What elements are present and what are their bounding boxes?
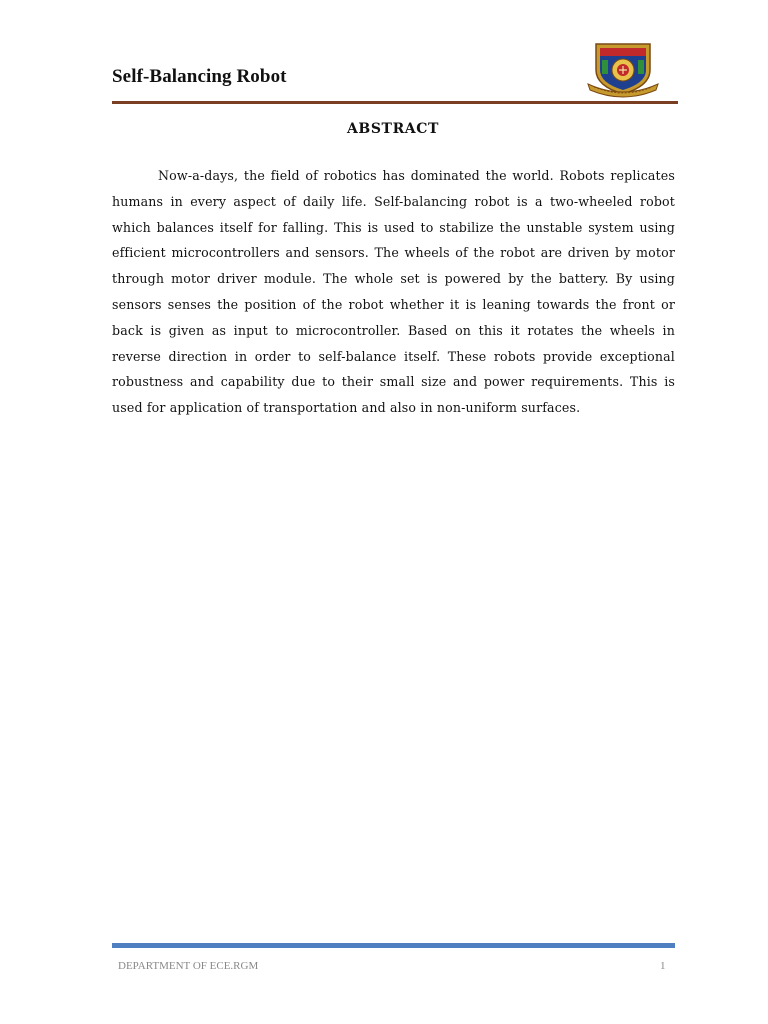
college-crest-logo: [586, 40, 660, 98]
running-header-title: Self-Balancing Robot: [112, 66, 287, 87]
abstract-paragraph: Now-a-days, the field of robotics has dominated the world. Robots replicates humans in every aspect of daily life. Self-balancing robot is a two-wheeled robot which balances itself for falling. This is used to stabilize the unstable system using efficient microcontrollers and sensors. The wheels of the robot are driven by motor through motor driver module. The whole set is powered by the battery. By using sensors senses the position of the robot whether it is leaning towards the front or back is given as input to microcontroller. Based on this it rotates the wheels in reverse direction in order to self-balance itself. These robots provide exceptional robustness and capability due to their small size and power requirements. This is used for application of transportation and also in non-uniform surfaces.: [112, 168, 675, 416]
header-divider: [112, 101, 678, 104]
footer-page-number: 1: [660, 960, 666, 972]
footer-department: DEPARTMENT OF ECE.RGM: [118, 960, 259, 972]
abstract-heading: ABSTRACT: [346, 121, 440, 137]
footer-divider: [112, 943, 675, 948]
